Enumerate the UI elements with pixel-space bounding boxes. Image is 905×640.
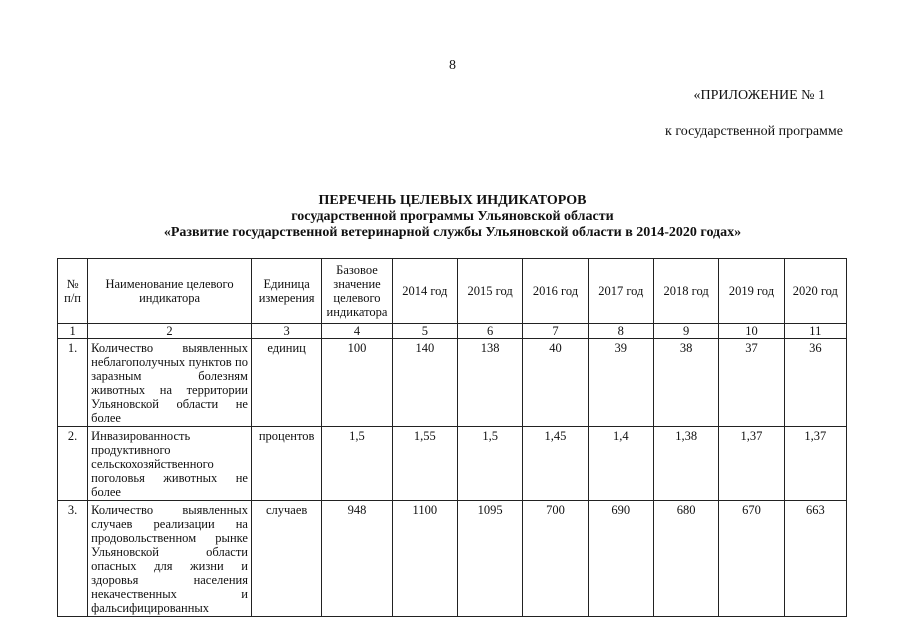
value-2020: 663 bbox=[784, 501, 846, 617]
value-2016: 1,45 bbox=[523, 427, 588, 501]
table-row bbox=[58, 339, 847, 427]
header-row bbox=[58, 259, 847, 324]
column-number: 8 bbox=[588, 324, 653, 339]
indicator-name: Инвазированность продуктивного сельскохозяйственного поголовья животных не более bbox=[88, 427, 252, 501]
column-number-row bbox=[58, 324, 847, 339]
column-number: 11 bbox=[784, 324, 846, 339]
value-2016: 700 bbox=[523, 501, 588, 617]
column-number: 10 bbox=[719, 324, 784, 339]
unit: случаев bbox=[251, 501, 321, 617]
column-number: 5 bbox=[392, 324, 457, 339]
unit: единиц bbox=[251, 339, 321, 427]
table-row bbox=[58, 427, 847, 501]
page-number: 8 bbox=[449, 58, 456, 73]
indicators-table bbox=[57, 258, 847, 617]
column-number: 3 bbox=[251, 324, 321, 339]
title-line-2: государственной программы Ульяновской области bbox=[291, 209, 614, 224]
value-2018: 38 bbox=[653, 339, 718, 427]
value-2020: 36 bbox=[784, 339, 846, 427]
value-2019: 1,37 bbox=[719, 427, 784, 501]
value-2015: 138 bbox=[457, 339, 522, 427]
value-2017: 39 bbox=[588, 339, 653, 427]
header-cell: 2015 год bbox=[457, 259, 522, 324]
header-cell: 2016 год bbox=[523, 259, 588, 324]
row-number: 1. bbox=[58, 339, 88, 427]
table-row bbox=[58, 501, 847, 617]
value-2016: 40 bbox=[523, 339, 588, 427]
base-value: 948 bbox=[322, 501, 392, 617]
value-2014: 1100 bbox=[392, 501, 457, 617]
column-number: 2 bbox=[88, 324, 252, 339]
value-2019: 670 bbox=[719, 501, 784, 617]
base-value: 100 bbox=[322, 339, 392, 427]
value-2014: 1,55 bbox=[392, 427, 457, 501]
value-2020: 1,37 bbox=[784, 427, 846, 501]
header-cell: Наименование целевого индикатора bbox=[88, 259, 252, 324]
value-2015: 1,5 bbox=[457, 427, 522, 501]
column-number: 9 bbox=[653, 324, 718, 339]
title-line-1: ПЕРЕЧЕНЬ ЦЕЛЕВЫХ ИНДИКАТОРОВ bbox=[318, 193, 587, 208]
title-line-3: «Развитие государственной ветеринарной службы Ульяновской области в 2014-2020 годах» bbox=[163, 225, 742, 240]
appendix-title: «ПРИЛОЖЕНИЕ № 1 bbox=[693, 88, 825, 103]
indicator-name: Количество выявленных случаев реализации на продовольственном рынке Ульяновской области опасных для жизни и здоровья населения некачественных и фальсифицированных bbox=[88, 501, 252, 617]
value-2018: 1,38 bbox=[653, 427, 718, 501]
unit: процентов bbox=[251, 427, 321, 501]
header-cell: 2018 год bbox=[653, 259, 718, 324]
value-2015: 1095 bbox=[457, 501, 522, 617]
header-cell: 2020 год bbox=[784, 259, 846, 324]
document-title bbox=[0, 193, 905, 241]
value-2017: 690 bbox=[588, 501, 653, 617]
header-cell: 2017 год bbox=[588, 259, 653, 324]
base-value: 1,5 bbox=[322, 427, 392, 501]
header-cell: 2014 год bbox=[392, 259, 457, 324]
value-2018: 680 bbox=[653, 501, 718, 617]
column-number: 4 bbox=[322, 324, 392, 339]
column-number: 7 bbox=[523, 324, 588, 339]
header-cell: Базовое значение целевого индикатора bbox=[322, 259, 392, 324]
header-cell: Единица измерения bbox=[251, 259, 321, 324]
header-cell: 2019 год bbox=[719, 259, 784, 324]
indicator-name: Количество выявленных неблагополучных пунктов по заразным болезням животных на территории Ульяновской области не более bbox=[88, 339, 252, 427]
header-cell: № п/п bbox=[58, 259, 88, 324]
value-2019: 37 bbox=[719, 339, 784, 427]
value-2017: 1,4 bbox=[588, 427, 653, 501]
column-number: 6 bbox=[457, 324, 522, 339]
row-number: 2. bbox=[58, 427, 88, 501]
row-number: 3. bbox=[58, 501, 88, 617]
column-number: 1 bbox=[58, 324, 88, 339]
value-2014: 140 bbox=[392, 339, 457, 427]
appendix-subtitle: к государственной программе bbox=[665, 124, 843, 139]
